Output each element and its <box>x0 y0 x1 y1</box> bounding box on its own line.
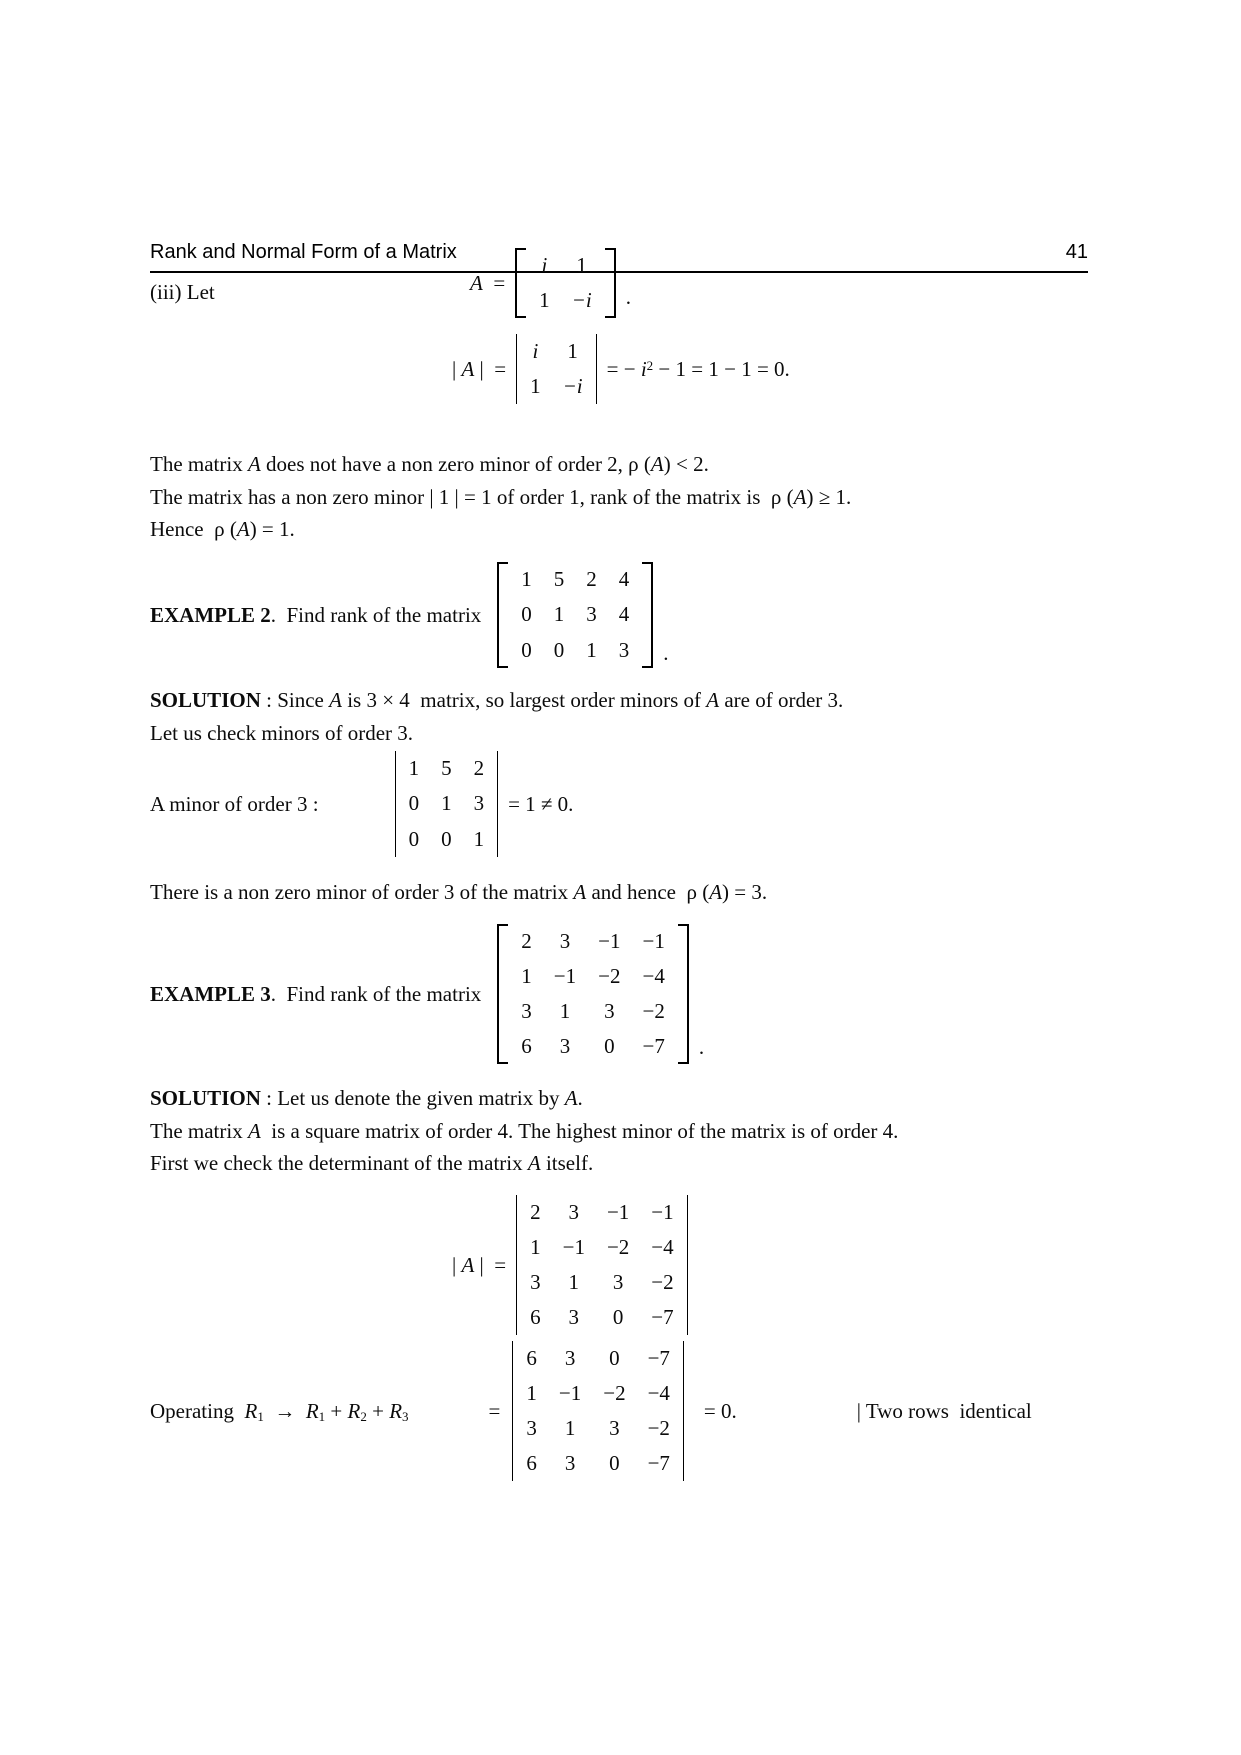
matrix-grid <box>517 334 596 404</box>
matrix-cell: 1 <box>553 602 565 627</box>
text-segment: A <box>247 452 261 476</box>
equation-lhs <box>452 357 506 382</box>
matrix-cell: 0 <box>604 1034 615 1059</box>
example2-text <box>150 603 481 628</box>
text-segment: i <box>640 356 647 381</box>
paragraph-rank-3 <box>150 876 1100 909</box>
text-segment: and hence ρ ( <box>586 880 710 904</box>
matrix-cell: 3 <box>604 999 615 1023</box>
matrix-cell: 0 <box>609 1345 620 1370</box>
text-segment: R <box>305 1398 319 1423</box>
text-segment: | <box>452 1252 462 1277</box>
matrix-cell: 6 <box>526 1451 537 1476</box>
text-segment: itself. <box>540 1151 594 1175</box>
text-segment: 2 <box>360 1409 367 1425</box>
matrix-cell: 4 <box>618 602 630 627</box>
matrix-cell: −4 <box>647 1380 670 1405</box>
matrix-grid <box>508 924 678 1064</box>
text-segment: does not have a non zero minor of order 2, ρ ( <box>260 452 651 476</box>
text-segment: = <box>482 270 506 295</box>
matrix-cell: 3 <box>526 1416 537 1440</box>
right-bracket <box>678 924 689 1064</box>
matrix-cell: −2 <box>598 963 621 988</box>
minor-row <box>150 750 573 858</box>
matrix-cell: 3 <box>618 637 630 662</box>
matrix-cell: 3 <box>530 1270 541 1294</box>
page-number: 41 <box>1065 241 1088 263</box>
matrix-cell: −2 <box>647 1416 670 1440</box>
solution3-rest <box>261 1086 583 1110</box>
text-segment: 2 <box>646 357 654 373</box>
matrix-cell: −1 <box>553 963 577 988</box>
text-segment: → <box>263 1398 306 1423</box>
text-segment: is 3 × 4 matrix, so largest order minors of <box>341 688 707 712</box>
equation-period: . <box>625 285 631 310</box>
text-segment: A <box>329 688 342 712</box>
matrix-cell: i <box>532 339 539 363</box>
determinant-a-4x4 <box>516 1195 688 1335</box>
matrix-cell: 3 <box>559 928 571 953</box>
text-segment: ) = 3. <box>722 880 768 904</box>
example2-row <box>150 556 669 674</box>
matrix-cell: i <box>541 253 548 277</box>
solution3-line2 <box>150 1115 1130 1148</box>
matrix-grid <box>396 751 498 856</box>
example3-row <box>150 920 704 1068</box>
matrix-cell: 0 <box>553 637 565 662</box>
matrix-cell: 3 <box>559 1034 571 1059</box>
text-segment: : Since <box>260 688 330 712</box>
matrix-cell: 3 <box>521 999 532 1023</box>
matrix-cell: 1 <box>539 288 550 313</box>
matrix-a-2x2 <box>515 248 616 318</box>
matrix-cell: 2 <box>473 756 485 781</box>
matrix-cell: 4 <box>618 567 630 592</box>
text-segment: R <box>244 1398 258 1423</box>
text-segment: are of order 3. <box>719 688 844 712</box>
matrix-cell: 1 <box>521 567 532 592</box>
solution2-rest <box>261 688 843 712</box>
matrix-cell: −i <box>562 374 583 399</box>
matrix-cell: 3 <box>564 1345 576 1370</box>
equals-sign: = <box>488 1398 501 1423</box>
matrix-cell: −1 <box>651 1199 674 1224</box>
matrix-cell: 0 <box>609 1451 620 1476</box>
matrix-cell: −1 <box>606 1199 630 1224</box>
right-bar <box>596 334 597 404</box>
solution2-line2: Let us check minors of order 3. <box>150 720 414 745</box>
text-segment: = − <box>606 356 641 381</box>
detA-equation <box>452 1192 688 1338</box>
equation-period: . <box>663 641 669 665</box>
matrix-cell: 5 <box>441 756 452 781</box>
matrix-grid <box>526 248 605 318</box>
text-segment: − 1 = 1 − 1 = 0. <box>653 356 790 381</box>
minor-result: = 1 ≠ 0. <box>508 791 574 816</box>
equation-rhs <box>607 357 790 382</box>
matrix-cell: −2 <box>606 1234 630 1259</box>
operating-note: | Two rows identical <box>856 1398 1032 1423</box>
matrix-cell: 1 <box>530 374 541 399</box>
text-segment: R <box>347 1398 361 1423</box>
left-bracket <box>497 562 508 667</box>
matrix-cell: 3 <box>564 1451 576 1476</box>
matrix-cell: 3 <box>586 602 597 627</box>
text-segment: First we check the determinant of the matrix <box>150 1151 528 1175</box>
matrix-cell: −7 <box>642 1034 665 1059</box>
example3-prompt: . Find rank of the matrix <box>270 981 482 1006</box>
right-bracket <box>642 562 653 667</box>
text-segment: | = <box>474 356 507 381</box>
matrix-cell: 3 <box>609 1416 620 1440</box>
matrix-cell: 1 <box>441 791 452 816</box>
right-bar <box>687 1195 688 1335</box>
matrix-cell: 6 <box>521 1034 532 1059</box>
solution2-paragraph <box>150 684 1100 749</box>
text-segment: + <box>366 1398 390 1423</box>
matrix-grid <box>508 562 642 667</box>
text-segment: A <box>706 688 720 712</box>
solution3-label: SOLUTION <box>150 1086 261 1110</box>
matrix-cell: 6 <box>526 1345 537 1370</box>
matrix-cell: −1 <box>562 1234 585 1259</box>
matrix-cell: −7 <box>651 1305 674 1330</box>
matrix-cell: 0 <box>408 791 420 816</box>
matrix-cell: 1 <box>568 1270 580 1294</box>
matrix-grid <box>513 1341 683 1481</box>
text-segment: 1 <box>318 1409 326 1425</box>
text-segment: The matrix <box>150 1118 248 1143</box>
text-segment: There is a non zero minor of order 3 of the matrix <box>150 880 574 904</box>
paragraph-line <box>150 448 1100 481</box>
right-bracket <box>605 248 616 318</box>
left-bracket <box>515 248 526 318</box>
item-iii-equation <box>470 248 631 318</box>
matrix-cell: 0 <box>521 637 532 662</box>
matrix-cell: −1 <box>558 1380 582 1405</box>
operating-label <box>150 1399 409 1424</box>
operating-row <box>150 1336 1032 1486</box>
text-segment: is a square matrix of order 4. The highest minor of the matrix is of order 4. <box>260 1118 899 1143</box>
paragraph-rank-1 <box>150 448 1100 546</box>
matrix-cell: −2 <box>642 999 665 1023</box>
paragraph-line <box>150 513 1100 546</box>
operating-result: = 0. <box>703 1398 737 1423</box>
example3-label: EXAMPLE 3 <box>150 981 271 1006</box>
item-iii-label: (iii) Let <box>150 280 215 304</box>
text-segment: 1 <box>257 1409 264 1425</box>
matrix-cell: 1 <box>586 637 597 662</box>
text-segment: ) < 2. <box>663 452 709 476</box>
paragraph-line <box>150 481 1100 514</box>
matrix-cell: 3 <box>612 1270 624 1294</box>
matrix-cell: −7 <box>647 1451 670 1476</box>
text-segment: A <box>573 880 587 904</box>
text-segment: A <box>236 517 250 541</box>
text-segment: Hence ρ ( <box>150 517 237 541</box>
text-segment: A <box>247 1118 261 1143</box>
solution3-line3 <box>150 1147 1130 1180</box>
matrix-cell: 0 <box>408 826 420 851</box>
text-segment: A <box>527 1151 541 1175</box>
solution2-line1 <box>150 684 1100 717</box>
minor-label: A minor of order 3 : <box>150 791 319 816</box>
matrix-cell: −4 <box>642 963 665 988</box>
matrix-example3-4x4 <box>497 924 689 1064</box>
text-segment: A <box>650 452 664 476</box>
paragraph-line <box>150 876 1100 909</box>
right-bar <box>683 1341 684 1481</box>
text-segment: A <box>564 1086 578 1110</box>
matrix-cell: 6 <box>530 1305 541 1330</box>
example3-text <box>150 982 481 1007</box>
solution3-paragraph <box>150 1082 1130 1180</box>
matrix-cell: −i <box>571 288 592 313</box>
matrix-cell: −4 <box>651 1234 674 1259</box>
matrix-cell: 1 <box>559 999 571 1023</box>
text-segment: A <box>470 270 483 295</box>
matrix-cell: 3 <box>473 791 485 816</box>
text-segment: R <box>389 1398 403 1423</box>
matrix-cell: 1 <box>576 253 587 277</box>
matrix-example2-3x4 <box>497 562 653 667</box>
matrix-cell: 3 <box>568 1199 580 1224</box>
det-iii-equation <box>452 334 790 404</box>
matrix-cell: −2 <box>603 1380 626 1405</box>
text-segment: A <box>461 356 475 381</box>
determinant-a-2x2 <box>516 334 597 404</box>
matrix-cell: 0 <box>521 602 532 627</box>
matrix-cell: 2 <box>521 928 532 953</box>
text-segment: The matrix has a non zero minor | 1 | = 1 of order 1, rank of the matrix is ρ ( <box>150 484 794 509</box>
text-segment: A <box>709 880 723 904</box>
matrix-cell: 1 <box>567 339 578 363</box>
text-segment: Operating <box>150 1398 245 1423</box>
matrix-grid <box>517 1195 687 1335</box>
text-segment: . <box>577 1086 583 1110</box>
matrix-cell: −7 <box>647 1345 670 1370</box>
matrix-cell: −2 <box>651 1270 674 1294</box>
matrix-cell: −1 <box>642 928 665 953</box>
matrix-cell: 0 <box>612 1305 624 1330</box>
matrix-cell: 1 <box>408 756 420 781</box>
right-bar <box>497 751 498 856</box>
solution3-line1 <box>150 1082 1130 1115</box>
solution2-label: SOLUTION <box>150 688 261 712</box>
text-segment: : Let us denote the given matrix by <box>260 1086 565 1110</box>
text-segment: | = <box>474 1252 507 1277</box>
matrix-cell: 1 <box>564 1416 576 1440</box>
text-segment: + <box>325 1398 348 1423</box>
matrix-cell: 2 <box>530 1199 541 1224</box>
determinant-minor-3x3 <box>395 751 499 856</box>
text-segment: 3 <box>402 1409 409 1425</box>
determinant-operated-4x4 <box>512 1341 684 1481</box>
text-segment: A <box>793 484 807 509</box>
matrix-cell: 3 <box>568 1305 580 1330</box>
equation-lhs <box>470 271 505 296</box>
matrix-cell: 1 <box>526 1380 537 1405</box>
example2-label: EXAMPLE 2 <box>150 602 271 627</box>
example2-prompt: . Find rank of the matrix <box>270 602 482 627</box>
matrix-cell: 1 <box>530 1234 541 1259</box>
page-title: Rank and Normal Form of a Matrix <box>150 241 457 263</box>
matrix-cell: 1 <box>473 826 485 851</box>
matrix-cell: 5 <box>553 567 565 592</box>
matrix-cell: 0 <box>441 826 452 851</box>
matrix-cell: 1 <box>521 963 532 988</box>
text-segment: | <box>452 356 462 381</box>
matrix-cell: −1 <box>598 928 621 953</box>
text-segment: ) ≥ 1. <box>806 484 852 509</box>
equation-lhs <box>452 1253 506 1278</box>
left-bracket <box>497 924 508 1064</box>
text-segment: A <box>461 1252 475 1277</box>
equation-period: . <box>698 1035 705 1059</box>
text-segment: The matrix <box>150 452 248 476</box>
text-segment: ) = 1. <box>249 517 295 541</box>
matrix-cell: 2 <box>586 567 597 592</box>
